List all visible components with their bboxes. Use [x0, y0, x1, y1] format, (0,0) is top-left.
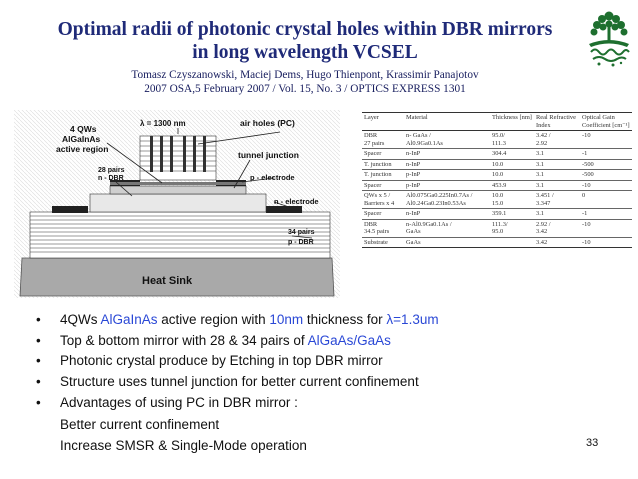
table-cell-layer — [362, 219, 404, 237]
cell-line: Al0.24Ga0.23In0.53As — [406, 199, 466, 207]
cell-line: -10 — [582, 132, 591, 139]
cell-line: 3.42 / — [536, 132, 551, 139]
citation-authors: Tomasz Czyszanowski, Maciej Dems, Hugo Thienpont, Krassimir Panajotov — [131, 69, 479, 81]
label-lambda: λ = 1300 nm — [140, 119, 186, 128]
table-row — [362, 170, 632, 181]
table-cell-layer — [362, 191, 404, 209]
cell-line: 10.0 — [492, 171, 504, 178]
table-cell-thickness — [490, 131, 534, 149]
header-layer: Layer — [362, 113, 404, 131]
cell-line: 15.0 — [492, 199, 504, 207]
cell-line: 359.1 — [492, 210, 507, 217]
header-gain: Optical Gain Coefficient [cm⁻¹] — [580, 113, 632, 131]
bullet-text: Advantages of using PC in DBR mirror : — [60, 394, 298, 410]
table-cell-material — [404, 209, 490, 220]
label-28-pairs: 28 pairs — [98, 167, 125, 174]
cell-line: DBR — [364, 220, 378, 228]
table-cell-index — [534, 237, 580, 248]
cell-line: 95.0/ — [492, 132, 505, 139]
bullet-text: Structure uses tunnel junction for better current confinement — [60, 374, 419, 390]
table-row — [362, 180, 632, 191]
table-cell-thickness — [490, 219, 534, 237]
table-row — [362, 191, 632, 209]
table-cell-thickness — [490, 180, 534, 191]
slide-title — [20, 18, 590, 64]
table-cell-layer — [362, 149, 404, 160]
page-number: 33 — [586, 437, 599, 449]
cell-line: 34.5 pairs — [364, 228, 390, 235]
vcsel-structure-diagram — [12, 108, 342, 300]
label-34-pairs: 34 pairs — [288, 229, 315, 236]
cell-line: 0 — [582, 192, 586, 199]
table-cell-thickness — [490, 149, 534, 160]
title-line-1: Optimal radii of photonic crystal holes within DBR mirrors — [57, 19, 553, 40]
highlighted-term: λ=1.3um — [386, 312, 439, 327]
cell-line: 3.1 — [536, 210, 544, 217]
label-qws: 4 QWs — [70, 124, 97, 134]
bullet-item — [36, 372, 596, 393]
label-air-holes: air holes (PC) — [240, 118, 295, 128]
cell-line: Substrate — [364, 238, 388, 246]
cell-line: 3.451 / — [536, 192, 554, 199]
table-cell-thickness — [490, 237, 534, 248]
table-cell-index — [534, 191, 580, 209]
cell-line: 27 pairs — [364, 139, 385, 147]
cell-line: 111.3 — [492, 139, 506, 147]
label-active-region: active region — [56, 144, 109, 154]
cell-line: 3.347 — [536, 199, 551, 207]
table-cell-thickness — [490, 209, 534, 220]
bullet-text: active region with — [157, 312, 270, 327]
label-algainas: AlGaInAs — [62, 134, 101, 144]
cell-line: GaAs — [406, 238, 421, 246]
table-cell-index — [534, 170, 580, 181]
cell-line: 3.1 — [536, 171, 544, 178]
table-cell-index — [534, 149, 580, 160]
cell-line: QWs x 5 / — [364, 192, 391, 199]
cell-line: 2.92 / — [536, 220, 551, 228]
highlighted-term: AlGaInAs — [100, 312, 158, 327]
table-cell-gain — [580, 159, 632, 170]
table-row — [362, 131, 632, 149]
cell-line: 304.4 — [492, 150, 507, 157]
bullet-item — [36, 393, 596, 414]
table-cell-material — [404, 131, 490, 149]
table-cell-layer — [362, 180, 404, 191]
cell-line: -10 — [582, 220, 591, 228]
cell-line: 3.1 — [536, 160, 544, 168]
cell-line: -500 — [582, 171, 594, 178]
table-cell-material — [404, 159, 490, 170]
header-refractive-index: Real Refractive Index — [534, 113, 580, 131]
cell-line: T. junction — [364, 171, 392, 178]
table-cell-thickness — [490, 191, 534, 209]
table-cell-gain — [580, 219, 632, 237]
cell-line: 3.42 — [536, 228, 548, 235]
cell-line: Al0.9Ga0.1As — [406, 139, 443, 147]
table-cell-material — [404, 237, 490, 248]
cell-line: 10.0 — [492, 192, 504, 199]
cell-line: -1 — [582, 210, 588, 217]
table-cell-gain — [580, 149, 632, 160]
table-cell-index — [534, 219, 580, 237]
cell-line: -10 — [582, 181, 591, 189]
citation — [90, 68, 520, 96]
table-cell-layer — [362, 170, 404, 181]
highlighted-term: AlGaAs/GaAs — [307, 332, 391, 348]
cell-line: 95.0 — [492, 228, 504, 235]
label-n-electrode: n - electrode — [274, 197, 319, 206]
table-row — [362, 219, 632, 237]
table-cell-index — [534, 131, 580, 149]
layer-parameters-table-wrap — [362, 112, 634, 302]
cell-line: GaAs — [406, 228, 421, 235]
table-cell-layer — [362, 159, 404, 170]
table-cell-gain — [580, 170, 632, 181]
table-body — [362, 131, 632, 248]
bullet-dot-icon: • — [36, 312, 41, 327]
table-header-row — [362, 113, 632, 131]
cell-line: n- GaAs / — [406, 132, 431, 139]
label-tunnel-junction: tunnel junction — [238, 150, 299, 160]
header-material: Material — [404, 113, 490, 131]
table-cell-gain — [580, 191, 632, 209]
bullet-dot-icon: • — [36, 374, 41, 390]
table-cell-material — [404, 149, 490, 160]
bullet-dot-icon: • — [36, 394, 41, 410]
advantages-sub-lines — [60, 414, 307, 456]
table-cell-gain — [580, 131, 632, 149]
cell-line: -500 — [582, 160, 594, 168]
header-thickness: Thickness [nm] — [490, 113, 534, 131]
bullet-text: thickness for — [303, 312, 387, 327]
table-cell-thickness — [490, 159, 534, 170]
table-cell-thickness — [490, 170, 534, 181]
table-row — [362, 159, 632, 170]
table-cell-layer — [362, 131, 404, 149]
cell-line: 3.42 — [536, 238, 548, 246]
sub-line-2: Increase SMSR & Single-Mode operation — [60, 438, 307, 453]
cell-line: n-Al0.9Ga0.1As / — [406, 220, 452, 228]
table-cell-gain — [580, 237, 632, 248]
highlighted-term: 10nm — [269, 312, 304, 327]
layer-parameters-table — [362, 112, 632, 248]
table-cell-index — [534, 180, 580, 191]
table-row — [362, 209, 632, 220]
bullet-item — [36, 331, 596, 352]
label-p-dbr: p - DBR — [288, 239, 314, 246]
university-logo — [583, 8, 635, 70]
title-line-2: in long wavelength VCSEL — [192, 42, 418, 63]
bullet-dot-icon: • — [36, 353, 41, 369]
cell-line: T. junction — [364, 160, 392, 168]
sub-line-1: Better current confinement — [60, 417, 220, 432]
cell-line: Spacer — [364, 150, 382, 157]
table-cell-index — [534, 159, 580, 170]
cell-line: DBR — [364, 132, 378, 139]
cell-line: -10 — [582, 238, 591, 246]
cell-line: n-InP — [406, 150, 421, 157]
cell-line: 453.9 — [492, 181, 507, 189]
cell-line: n-InP — [406, 160, 421, 168]
cell-line: 10.0 — [492, 160, 504, 168]
bullet-dot-icon: • — [36, 332, 41, 348]
citation-publication: 2007 OSA,5 February 2007 / Vol. 15, No. 3 / OPTICS EXPRESS 1301 — [144, 83, 466, 95]
cell-line: 3.1 — [536, 150, 544, 157]
table-cell-layer — [362, 209, 404, 220]
cell-line: Spacer — [364, 181, 382, 189]
cell-line: Al0.075Ga0.225In0.7As / — [406, 192, 473, 199]
label-n-dbr: n - DBR — [98, 175, 124, 182]
table-cell-index — [534, 209, 580, 220]
table-row — [362, 149, 632, 160]
bullet-text: 4QWs — [60, 312, 101, 327]
cell-line: 3.1 — [536, 181, 544, 189]
cell-line: p-InP — [406, 181, 421, 189]
table-cell-material — [404, 219, 490, 237]
bullet-text: Top & bottom mirror with 28 & 34 pairs of — [60, 332, 308, 348]
label-heat-sink: Heat Sink — [142, 275, 193, 287]
table-cell-material — [404, 191, 490, 209]
table-cell-gain — [580, 209, 632, 220]
table-cell-material — [404, 180, 490, 191]
cell-line: Barriers x 4 — [364, 199, 395, 207]
cell-line: n-InP — [406, 210, 421, 217]
bullet-item — [36, 310, 596, 331]
bullet-item — [36, 351, 596, 372]
label-p-electrode: p - electrode — [250, 173, 295, 182]
table-cell-gain — [580, 180, 632, 191]
cell-line: Spacer — [364, 210, 382, 217]
cell-line: 2.92 — [536, 139, 548, 147]
table-row — [362, 237, 632, 248]
table-cell-material — [404, 170, 490, 181]
cell-line: 111.3/ — [492, 220, 508, 228]
cell-line: -1 — [582, 150, 588, 157]
cell-line: p-InP — [406, 171, 421, 178]
bullet-list — [36, 310, 596, 414]
bullet-text: Photonic crystal produce by Etching in top DBR mirror — [60, 353, 383, 369]
table-cell-layer — [362, 237, 404, 248]
